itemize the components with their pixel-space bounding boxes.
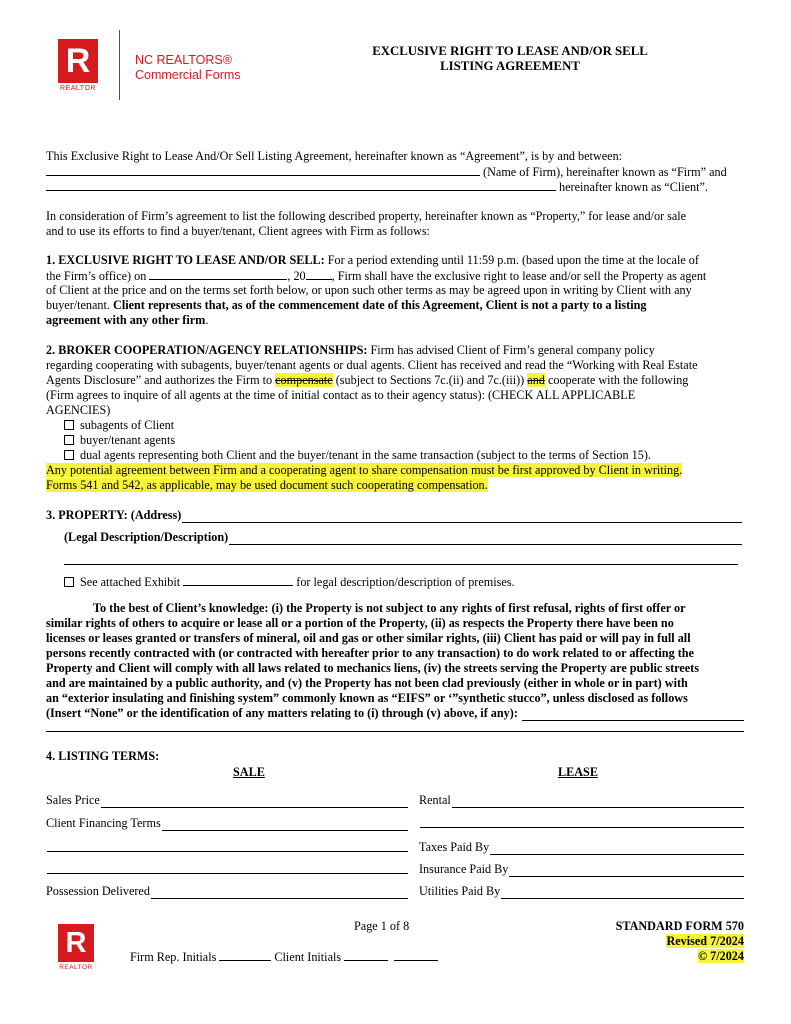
possession-label: Possession Delivered (46, 884, 150, 898)
realtor-logo-mark: R (58, 39, 98, 83)
firm-name-row (46, 164, 727, 180)
footer-logo-caption: REALTOR (59, 964, 93, 971)
sale-blank-field-2[interactable] (47, 862, 408, 874)
compensation-note-1 (46, 463, 682, 478)
knowledge-line-3: licenses or leases granted or transfers of mineral, oil and gas or other similar rights, (iii) Client has paid or will pay in full all (46, 631, 691, 645)
insurance-label: Insurance Paid By (419, 862, 509, 876)
footer-logo-mark: R (58, 924, 94, 962)
knowledge-paragraph (46, 601, 744, 721)
client-name-label: hereinafter known as “Client”. (559, 180, 708, 194)
agency-option-dual-agents (64, 448, 651, 463)
property-address-row (46, 508, 742, 523)
sales-price-field[interactable] (101, 796, 408, 808)
form-copyright: © 7/2024 (697, 949, 744, 963)
rental-row (419, 793, 744, 808)
legal-description-row (64, 530, 742, 545)
financing-terms-label: Client Financing Terms (46, 816, 161, 830)
end-date-field[interactable] (149, 268, 287, 280)
sale-blank-row-1 (46, 840, 408, 852)
consideration-line-1: In consideration of Firm’s agreement to list the following described property, hereinafter known as “Property,” for lease and/or sale (46, 209, 687, 223)
agency-option-buyer-agents (64, 433, 175, 448)
section1-text-4b: Client represents that, as of the commencement date of this Agreement, Client is not a party to a listing (113, 298, 647, 312)
agency-option-subagents (64, 418, 174, 433)
page-number: Page 1 of 8 (354, 919, 410, 933)
struck-and: and (527, 373, 545, 387)
client-initials-field-1[interactable] (344, 949, 388, 961)
knowledge-line-8-row (46, 706, 744, 721)
section1-text-1: For a period extending until 11:59 p.m. (based upon the time at the locale of (324, 253, 699, 267)
title-line-2: LISTING AGREEMENT (440, 59, 580, 73)
listing-terms-number: 4 (46, 749, 53, 763)
title-line-1: EXCLUSIVE RIGHT TO LEASE AND/OR SELL (372, 44, 648, 58)
sales-price-row (46, 793, 408, 808)
knowledge-line-2: similar rights of others to acquire or lease all or a portion of the Property, (ii) as respects the Property there have been no (46, 616, 674, 630)
firm-initials-field[interactable] (219, 949, 271, 961)
parties-intro: This Exclusive Right to Lease And/Or Sell Listing Agreement, hereinafter known as “Agreement”, is by and between: (46, 149, 623, 163)
lease-blank-field[interactable] (420, 816, 744, 828)
header-divider (119, 30, 120, 100)
initials-row (130, 949, 438, 965)
section1-line-1 (46, 253, 699, 268)
section1-line-5 (46, 313, 208, 328)
section1-text-5: agreement with any other firm (46, 313, 206, 327)
rental-field[interactable] (452, 796, 744, 808)
section2-text-3a: Agents Disclosure” and authorizes the Firm to (46, 373, 276, 387)
footer-realtor-logo (58, 924, 94, 972)
sale-column-heading: SALE (233, 765, 265, 779)
buyer-agents-label: buyer/tenant agents (80, 433, 176, 447)
exhibit-text-a: See attached Exhibit (80, 575, 184, 589)
section2-heading: 2. BROKER COOPERATION/AGENCY RELATIONSHIPS: (46, 343, 368, 357)
document-title (330, 44, 690, 74)
section1-line-4 (46, 298, 647, 313)
legal-description-field[interactable] (229, 533, 742, 545)
section1-text-4a: buyer/tenant. (46, 298, 114, 312)
dual-agents-checkbox[interactable] (64, 450, 74, 460)
compensation-note-2-text: Forms 541 and 542, as applicable, may be used document such cooperating compensation. (46, 478, 488, 492)
sale-blank-row-2 (46, 862, 408, 874)
lease-blank-row (419, 816, 744, 828)
section2-line-2: regarding cooperating with subagents, buyer/tenant agents or dual agents. Client has received and read the “Working with Real Estate (46, 358, 698, 372)
listing-terms-title: . LISTING TERMS: (52, 749, 160, 763)
utilities-field[interactable] (501, 887, 744, 899)
sales-price-label: Sales Price (46, 793, 100, 807)
sale-blank-field-1[interactable] (47, 840, 408, 852)
financing-terms-row (46, 816, 408, 831)
brand-name (135, 53, 241, 83)
form-info (560, 919, 744, 964)
section1-text-2b: , 20 (287, 269, 306, 283)
section2-line-5: AGENCIES) (46, 403, 111, 417)
buyer-agents-checkbox[interactable] (64, 435, 74, 445)
client-initials-label: Client Initials (271, 950, 345, 964)
possession-row (46, 884, 408, 899)
firm-name-field[interactable] (46, 164, 480, 176)
section2-line-3 (46, 373, 688, 388)
section2-text-3b: (subject to Sections 7c.(ii) and 7c.(iii)) (332, 373, 528, 387)
subagents-checkbox[interactable] (64, 420, 74, 430)
dual-agents-label: dual agents representing both Client and the buyer/tenant in the same transaction (subject to the terms of Section 15). (80, 448, 651, 462)
section2-text-1: Firm has advised Client of Firm’s general company policy (367, 343, 655, 357)
lease-column-heading: LEASE (558, 765, 598, 779)
insurance-field[interactable] (509, 865, 744, 877)
legal-description-line-2[interactable] (64, 564, 738, 565)
client-name-row (46, 179, 708, 195)
exhibit-text-b: for legal description/description of premises. (293, 575, 515, 589)
financing-terms-field[interactable] (162, 819, 408, 831)
struck-compensate: compensate (275, 373, 333, 387)
insurance-row (419, 862, 744, 877)
section1-line-2 (46, 268, 706, 284)
taxes-field[interactable] (490, 843, 744, 855)
subagents-label: subagents of Client (80, 418, 175, 432)
section2-line-1 (46, 343, 655, 358)
form-revised: Revised 7/2024 (666, 934, 744, 948)
section2-text-3c: cooperate with the following (544, 373, 689, 387)
disclosure-field[interactable] (522, 709, 744, 721)
realtor-logo-caption: REALTOR (60, 85, 96, 92)
rental-label: Rental (419, 793, 451, 807)
disclosure-line-2[interactable] (46, 731, 744, 732)
client-name-field[interactable] (46, 179, 556, 191)
knowledge-line-7: an “exterior insulating and finishing system” commonly known as “EIFS” or ‘”synthetic stucco”, unless disclosed as follows (46, 691, 688, 705)
property-heading: 3. PROPERTY: (Address) (46, 508, 182, 522)
taxes-row (419, 840, 744, 855)
client-initials-field-2[interactable] (394, 949, 438, 961)
utilities-row (419, 884, 744, 899)
firm-initials-label: Firm Rep. Initials (130, 950, 220, 964)
section1-text-2c: , Firm shall have the exclusive right to lease and/or sell the Property as agent (331, 269, 707, 283)
form-number: STANDARD FORM 570 (615, 919, 744, 933)
listing-terms-heading (46, 749, 159, 764)
compensation-note-1-text: Any potential agreement between Firm and a cooperating agent to share compensation must be first approved by Client in writing. (46, 463, 683, 477)
possession-field[interactable] (151, 887, 408, 899)
taxes-label: Taxes Paid By (419, 840, 490, 854)
form-revised-row (560, 934, 744, 949)
section1-heading: 1. EXCLUSIVE RIGHT TO LEASE AND/OR SELL: (46, 253, 325, 267)
knowledge-line-6: and are maintained by a public authority, and (v) the Property has not been clad previously (either in whole or in part) with (46, 676, 688, 690)
knowledge-line-4: persons recently contracted with (or contracted with hereafter prior to any transaction) to do work related to or affecting the (46, 646, 694, 660)
exhibit-checkbox[interactable] (64, 577, 74, 587)
end-year-field[interactable] (306, 268, 332, 280)
brand-line-1: NC REALTORS® (135, 53, 232, 67)
consideration-line-2: and to use its efforts to find a buyer/tenant, Client agrees with Firm as follows: (46, 224, 430, 238)
knowledge-line-1: To the best of Client’s knowledge: (i) the Property is not subject to any rights of first refusal, rights of first offer or (93, 601, 686, 615)
exhibit-row (64, 574, 515, 590)
property-address-field[interactable] (182, 511, 742, 523)
firm-name-label: (Name of Firm), hereinafter known as “Firm” and (483, 165, 727, 179)
legal-description-label: (Legal Description/Description) (64, 530, 229, 544)
knowledge-line-5: Property and Client will comply with all laws related to mechanics liens, (iv) the streets serving the Property are public streets (46, 661, 699, 675)
brand-line-2: Commercial Forms (135, 68, 241, 82)
realtor-logo (58, 39, 98, 93)
section1-line-3: of Client at the price and on the terms set forth below, or upon such other terms as may be agreed upon in writing by Client with any (46, 283, 692, 297)
knowledge-line-8: (Insert “None” or the identification of any matters relating to (i) through (v) above, if any): (46, 706, 518, 720)
utilities-label: Utilities Paid By (419, 884, 501, 898)
compensation-note-2 (46, 478, 488, 493)
section1-text-2a: the Firm’s office) on (46, 269, 150, 283)
section2-line-4: (Firm agrees to inquire of all agents at the time of initial contact as to their agency status): (CHECK ALL APPLICABLE (46, 388, 636, 402)
form-copyright-row (560, 949, 744, 964)
exhibit-field[interactable] (183, 574, 293, 586)
section1-text-5-end: . (205, 313, 209, 327)
